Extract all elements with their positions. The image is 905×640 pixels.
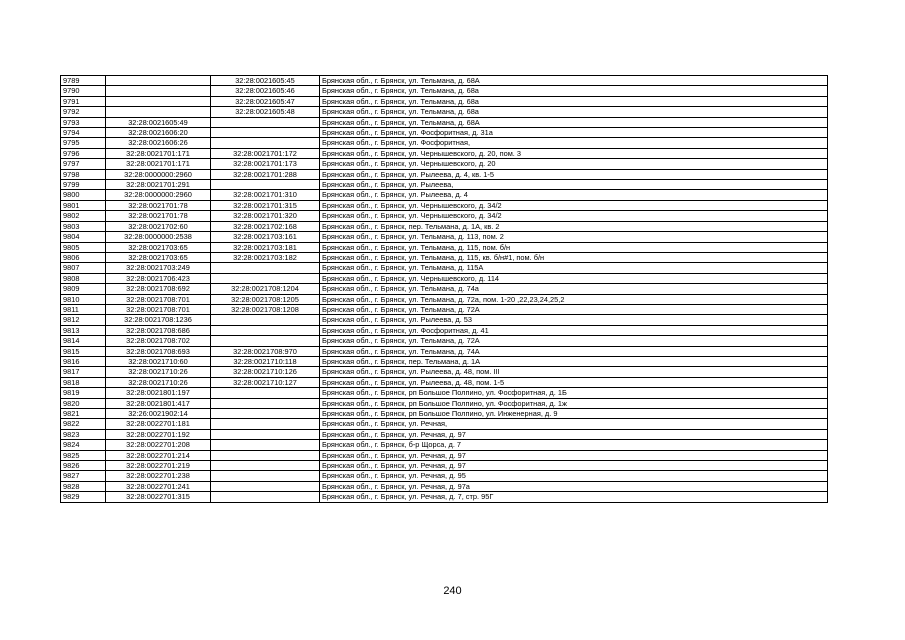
table-row bbox=[61, 252, 828, 262]
row-number-cell: 9817 bbox=[61, 367, 106, 377]
cadastral-number-cell: 32:28:0021708:692 bbox=[106, 284, 211, 294]
row-number-cell: 9829 bbox=[61, 492, 106, 502]
table-row bbox=[61, 128, 828, 138]
table-row bbox=[61, 284, 828, 294]
cadastral-number-cell: 32:28:0022701:238 bbox=[106, 471, 211, 481]
related-cadastral-number-cell: 32:28:0021605:45 bbox=[211, 76, 320, 86]
related-cadastral-number-cell: 32:28:0021702:168 bbox=[211, 221, 320, 231]
address-cell: Брянская обл., г. Брянск, ул. Речная, д. 97 bbox=[320, 450, 828, 460]
related-cadastral-number-cell: 32:28:0021710:118 bbox=[211, 356, 320, 366]
address-cell: Брянская обл., г. Брянск, ул. Речная, д. 97а bbox=[320, 481, 828, 491]
cadastral-number-cell: 32:28:0021708:701 bbox=[106, 294, 211, 304]
row-number-cell: 9823 bbox=[61, 429, 106, 439]
address-cell: Брянская обл., г. Брянск, ул. Чернышевского, д. 20 bbox=[320, 159, 828, 169]
cadastral-number-cell: 32:28:0021701:78 bbox=[106, 200, 211, 210]
cadastral-number-cell: 32:28:0021710:60 bbox=[106, 356, 211, 366]
row-number-cell: 9827 bbox=[61, 471, 106, 481]
row-number-cell: 9809 bbox=[61, 284, 106, 294]
address-cell: Брянская обл., г. Брянск, ул. Фосфоритная, bbox=[320, 138, 828, 148]
table-row bbox=[61, 440, 828, 450]
cadastral-number-cell: 32:28:0021706:423 bbox=[106, 273, 211, 283]
related-cadastral-number-cell: 32:28:0021605:47 bbox=[211, 96, 320, 106]
address-cell: Брянская обл., г. Брянск, ул. Тельмана, д. 74А bbox=[320, 346, 828, 356]
table-row bbox=[61, 377, 828, 387]
cadastral-number-cell: 32:28:0021708:686 bbox=[106, 325, 211, 335]
address-cell: Брянская обл., г. Брянск, ул. Рылеева, bbox=[320, 180, 828, 190]
related-cadastral-number-cell: 32:28:0021701:172 bbox=[211, 148, 320, 158]
row-number-cell: 9818 bbox=[61, 377, 106, 387]
cadastral-number-cell: 32:28:0021710:26 bbox=[106, 377, 211, 387]
address-cell: Брянская обл., г. Брянск, ул. Чернышевского, д. 34/2 bbox=[320, 200, 828, 210]
address-cell: Брянская обл., г. Брянск, ул. Тельмана, д. 115А bbox=[320, 263, 828, 273]
related-cadastral-number-cell: 32:28:0021710:126 bbox=[211, 367, 320, 377]
related-cadastral-number-cell bbox=[211, 409, 320, 419]
cadastral-number-cell: 32:28:0022701:219 bbox=[106, 461, 211, 471]
table-row bbox=[61, 180, 828, 190]
row-number-cell: 9792 bbox=[61, 107, 106, 117]
address-cell: Брянская обл., г. Брянск, пер. Тельмана, д. 1А bbox=[320, 356, 828, 366]
cadastral-number-cell: 32:28:0021701:171 bbox=[106, 148, 211, 158]
address-cell: Брянская обл., г. Брянск, ул. Тельмана, д. 72а, пом. 1-20 ,22,23,24,25,2 bbox=[320, 294, 828, 304]
related-cadastral-number-cell bbox=[211, 273, 320, 283]
table-row bbox=[61, 117, 828, 127]
related-cadastral-number-cell bbox=[211, 481, 320, 491]
related-cadastral-number-cell: 32:28:0021703:161 bbox=[211, 232, 320, 242]
related-cadastral-number-cell bbox=[211, 388, 320, 398]
row-number-cell: 9811 bbox=[61, 304, 106, 314]
related-cadastral-number-cell bbox=[211, 180, 320, 190]
related-cadastral-number-cell: 32:28:0021701:315 bbox=[211, 200, 320, 210]
related-cadastral-number-cell bbox=[211, 450, 320, 460]
address-cell: Брянская обл., г. Брянск, пер. Тельмана, д. 1А, кв. 2 bbox=[320, 221, 828, 231]
table-row bbox=[61, 429, 828, 439]
row-number-cell: 9810 bbox=[61, 294, 106, 304]
cadastral-number-cell bbox=[106, 86, 211, 96]
row-number-cell: 9799 bbox=[61, 180, 106, 190]
row-number-cell: 9800 bbox=[61, 190, 106, 200]
address-cell: Брянская обл., г. Брянск, ул. Рылеева, д. 48, пом. 1-5 bbox=[320, 377, 828, 387]
row-number-cell: 9819 bbox=[61, 388, 106, 398]
address-cell: Брянская обл., г. Брянск, ул. Тельмана, д. 72А bbox=[320, 304, 828, 314]
table-row bbox=[61, 471, 828, 481]
cadastral-number-cell: 32:28:0021701:291 bbox=[106, 180, 211, 190]
row-number-cell: 9795 bbox=[61, 138, 106, 148]
row-number-cell: 9816 bbox=[61, 356, 106, 366]
row-number-cell: 9807 bbox=[61, 263, 106, 273]
related-cadastral-number-cell: 32:28:0021708:1205 bbox=[211, 294, 320, 304]
address-cell: Брянская обл., г. Брянск, ул. Речная, д. 97 bbox=[320, 429, 828, 439]
address-cell: Брянская обл., г. Брянск, ул. Тельмана, д. 68а bbox=[320, 86, 828, 96]
table-row bbox=[61, 367, 828, 377]
table-row bbox=[61, 461, 828, 471]
table-row bbox=[61, 398, 828, 408]
table-row bbox=[61, 96, 828, 106]
row-number-cell: 9822 bbox=[61, 419, 106, 429]
table-row bbox=[61, 86, 828, 96]
address-cell: Брянская обл., г. Брянск, ул. Тельмана, д. 72А bbox=[320, 336, 828, 346]
address-cell: Брянская обл., г. Брянск, ул. Речная, bbox=[320, 419, 828, 429]
address-cell: Брянская обл., г. Брянск, ул. Тельмана, д. 74а bbox=[320, 284, 828, 294]
row-number-cell: 9806 bbox=[61, 252, 106, 262]
cadastral-number-cell: 32:28:0021708:701 bbox=[106, 304, 211, 314]
address-cell: Брянская обл., г. Брянск, ул. Тельмана, д. 115, пом. б/н bbox=[320, 242, 828, 252]
row-number-cell: 9808 bbox=[61, 273, 106, 283]
cadastral-number-cell: 32:28:0021701:78 bbox=[106, 211, 211, 221]
table-row bbox=[61, 76, 828, 86]
row-number-cell: 9796 bbox=[61, 148, 106, 158]
row-number-cell: 9802 bbox=[61, 211, 106, 221]
table-row bbox=[61, 419, 828, 429]
cadastral-number-cell: 32:28:0021606:20 bbox=[106, 128, 211, 138]
address-cell: Брянская обл., г. Брянск, ул. Тельмана, д. 115, кв. б/н#1, пом. б/н bbox=[320, 252, 828, 262]
related-cadastral-number-cell bbox=[211, 398, 320, 408]
related-cadastral-number-cell bbox=[211, 461, 320, 471]
table-row bbox=[61, 325, 828, 335]
cadastral-number-cell: 32:28:0022701:315 bbox=[106, 492, 211, 502]
cadastral-number-cell bbox=[106, 76, 211, 86]
related-cadastral-number-cell bbox=[211, 138, 320, 148]
row-number-cell: 9804 bbox=[61, 232, 106, 242]
row-number-cell: 9815 bbox=[61, 346, 106, 356]
address-cell: Брянская обл., г. Брянск, ул. Тельмана, д. 68А bbox=[320, 76, 828, 86]
table-row bbox=[61, 263, 828, 273]
related-cadastral-number-cell bbox=[211, 117, 320, 127]
address-cell: Брянская обл., г. Брянск, ул. Тельмана, д. 68А bbox=[320, 117, 828, 127]
row-number-cell: 9821 bbox=[61, 409, 106, 419]
address-cell: Брянская обл., г. Брянск, ул. Тельмана, д. 113, пом. 2 bbox=[320, 232, 828, 242]
related-cadastral-number-cell: 32:28:0021701:320 bbox=[211, 211, 320, 221]
related-cadastral-number-cell bbox=[211, 440, 320, 450]
cadastral-number-cell: 32:28:0021701:171 bbox=[106, 159, 211, 169]
table-row bbox=[61, 388, 828, 398]
related-cadastral-number-cell: 32:28:0021703:182 bbox=[211, 252, 320, 262]
table-row bbox=[61, 336, 828, 346]
table-row bbox=[61, 294, 828, 304]
related-cadastral-number-cell: 32:28:0021708:1208 bbox=[211, 304, 320, 314]
row-number-cell: 9826 bbox=[61, 461, 106, 471]
row-number-cell: 9805 bbox=[61, 242, 106, 252]
related-cadastral-number-cell bbox=[211, 492, 320, 502]
related-cadastral-number-cell: 32:28:0021701:310 bbox=[211, 190, 320, 200]
related-cadastral-number-cell bbox=[211, 325, 320, 335]
property-registry-table bbox=[60, 75, 828, 503]
address-cell: Брянская обл., г. Брянск, ул. Рылеева, д. 4, кв. 1-5 bbox=[320, 169, 828, 179]
table-row bbox=[61, 211, 828, 221]
address-cell: Брянская обл., г. Брянск, ул. Речная, д. 97 bbox=[320, 461, 828, 471]
cadastral-number-cell: 32:28:0000000:2960 bbox=[106, 190, 211, 200]
table-row bbox=[61, 450, 828, 460]
address-cell: Брянская обл., г. Брянск, рп Большое Полпино, ул. Фосфоритная, д. 1Б bbox=[320, 388, 828, 398]
address-cell: Брянская обл., г. Брянск, ул. Тельмана, д. 68а bbox=[320, 107, 828, 117]
cadastral-number-cell: 32:26:0021902:14 bbox=[106, 409, 211, 419]
cadastral-number-cell: 32:28:0000000:2538 bbox=[106, 232, 211, 242]
cadastral-number-cell: 32:28:0021801:197 bbox=[106, 388, 211, 398]
row-number-cell: 9828 bbox=[61, 481, 106, 491]
related-cadastral-number-cell: 32:28:0021701:173 bbox=[211, 159, 320, 169]
table-row bbox=[61, 242, 828, 252]
table-row bbox=[61, 273, 828, 283]
table-row bbox=[61, 304, 828, 314]
table-row bbox=[61, 315, 828, 325]
row-number-cell: 9824 bbox=[61, 440, 106, 450]
related-cadastral-number-cell bbox=[211, 336, 320, 346]
related-cadastral-number-cell: 32:28:0021708:1204 bbox=[211, 284, 320, 294]
table-row bbox=[61, 190, 828, 200]
address-cell: Брянская обл., г. Брянск, ул. Речная, д. 7, стр. 95Г bbox=[320, 492, 828, 502]
table-row bbox=[61, 481, 828, 491]
address-cell: Брянская обл., г. Брянск, ул. Чернышевского, д. 20, пом. 3 bbox=[320, 148, 828, 158]
address-cell: Брянская обл., г. Брянск, ул. Рылеева, д. 48, пом. III bbox=[320, 367, 828, 377]
address-cell: Брянская обл., г. Брянск, б-р Щорса, д. 7 bbox=[320, 440, 828, 450]
row-number-cell: 9801 bbox=[61, 200, 106, 210]
table-row bbox=[61, 356, 828, 366]
table-row bbox=[61, 492, 828, 502]
table-row bbox=[61, 169, 828, 179]
row-number-cell: 9825 bbox=[61, 450, 106, 460]
row-number-cell: 9789 bbox=[61, 76, 106, 86]
row-number-cell: 9812 bbox=[61, 315, 106, 325]
registry-table-body bbox=[61, 76, 828, 503]
address-cell: Брянская обл., г. Брянск, ул. Тельмана, д. 68а bbox=[320, 96, 828, 106]
cadastral-number-cell: 32:28:0021702:60 bbox=[106, 221, 211, 231]
cadastral-number-cell: 32:28:0021703:65 bbox=[106, 242, 211, 252]
cadastral-number-cell: 32:28:0022701:241 bbox=[106, 481, 211, 491]
related-cadastral-number-cell: 32:28:0021710:127 bbox=[211, 377, 320, 387]
address-cell: Брянская обл., г. Брянск, ул. Рылеева, д. 4 bbox=[320, 190, 828, 200]
address-cell: Брянская обл., г. Брянск, ул. Чернышевского, д. 34/2 bbox=[320, 211, 828, 221]
cadastral-number-cell bbox=[106, 107, 211, 117]
related-cadastral-number-cell: 32:28:0021708:970 bbox=[211, 346, 320, 356]
cadastral-number-cell: 32:28:0022701:181 bbox=[106, 419, 211, 429]
table-row bbox=[61, 221, 828, 231]
cadastral-number-cell: 32:28:0022701:214 bbox=[106, 450, 211, 460]
cadastral-number-cell: 32:28:0021801:417 bbox=[106, 398, 211, 408]
table-row bbox=[61, 107, 828, 117]
row-number-cell: 9794 bbox=[61, 128, 106, 138]
row-number-cell: 9814 bbox=[61, 336, 106, 346]
cadastral-number-cell: 32:28:0021605:49 bbox=[106, 117, 211, 127]
table-row bbox=[61, 232, 828, 242]
address-cell: Брянская обл., г. Брянск, ул. Рылеева, д. 53 bbox=[320, 315, 828, 325]
cadastral-number-cell: 32:28:0000000:2960 bbox=[106, 169, 211, 179]
related-cadastral-number-cell bbox=[211, 315, 320, 325]
table-row bbox=[61, 200, 828, 210]
row-number-cell: 9797 bbox=[61, 159, 106, 169]
row-number-cell: 9813 bbox=[61, 325, 106, 335]
address-cell: Брянская обл., г. Брянск, рп Большое Полпино, ул. Инженерная, д. 9 bbox=[320, 409, 828, 419]
address-cell: Брянская обл., г. Брянск, ул. Фосфоритная, д. 41 bbox=[320, 325, 828, 335]
table-row bbox=[61, 138, 828, 148]
cadastral-number-cell: 32:28:0021708:693 bbox=[106, 346, 211, 356]
related-cadastral-number-cell: 32:28:0021703:181 bbox=[211, 242, 320, 252]
table-row bbox=[61, 409, 828, 419]
related-cadastral-number-cell: 32:28:0021605:46 bbox=[211, 86, 320, 96]
related-cadastral-number-cell bbox=[211, 263, 320, 273]
related-cadastral-number-cell bbox=[211, 429, 320, 439]
row-number-cell: 9793 bbox=[61, 117, 106, 127]
cadastral-number-cell: 32:28:0022701:208 bbox=[106, 440, 211, 450]
cadastral-number-cell bbox=[106, 96, 211, 106]
table-row bbox=[61, 346, 828, 356]
row-number-cell: 9791 bbox=[61, 96, 106, 106]
related-cadastral-number-cell: 32:28:0021701:288 bbox=[211, 169, 320, 179]
cadastral-number-cell: 32:28:0021708:1236 bbox=[106, 315, 211, 325]
address-cell: Брянская обл., г. Брянск, ул. Фосфоритная, д. 31а bbox=[320, 128, 828, 138]
related-cadastral-number-cell bbox=[211, 128, 320, 138]
related-cadastral-number-cell: 32:28:0021605:48 bbox=[211, 107, 320, 117]
related-cadastral-number-cell bbox=[211, 471, 320, 481]
cadastral-number-cell: 32:28:0022701:192 bbox=[106, 429, 211, 439]
cadastral-number-cell: 32:28:0021703:65 bbox=[106, 252, 211, 262]
page-number: 240 bbox=[443, 585, 462, 597]
row-number-cell: 9790 bbox=[61, 86, 106, 96]
row-number-cell: 9803 bbox=[61, 221, 106, 231]
cadastral-number-cell: 32:28:0021703:249 bbox=[106, 263, 211, 273]
table-row bbox=[61, 159, 828, 169]
address-cell: Брянская обл., г. Брянск, ул. Чернышевского, д. 114 bbox=[320, 273, 828, 283]
cadastral-number-cell: 32:28:0021710:26 bbox=[106, 367, 211, 377]
row-number-cell: 9820 bbox=[61, 398, 106, 408]
table-row bbox=[61, 148, 828, 158]
row-number-cell: 9798 bbox=[61, 169, 106, 179]
address-cell: Брянская обл., г. Брянск, ул. Речная, д. 95 bbox=[320, 471, 828, 481]
cadastral-number-cell: 32:28:0021606:26 bbox=[106, 138, 211, 148]
related-cadastral-number-cell bbox=[211, 419, 320, 429]
cadastral-number-cell: 32:28:0021708:702 bbox=[106, 336, 211, 346]
address-cell: Брянская обл., г. Брянск, рп Большое Полпино, ул. Фосфоритная, д. 1ж bbox=[320, 398, 828, 408]
